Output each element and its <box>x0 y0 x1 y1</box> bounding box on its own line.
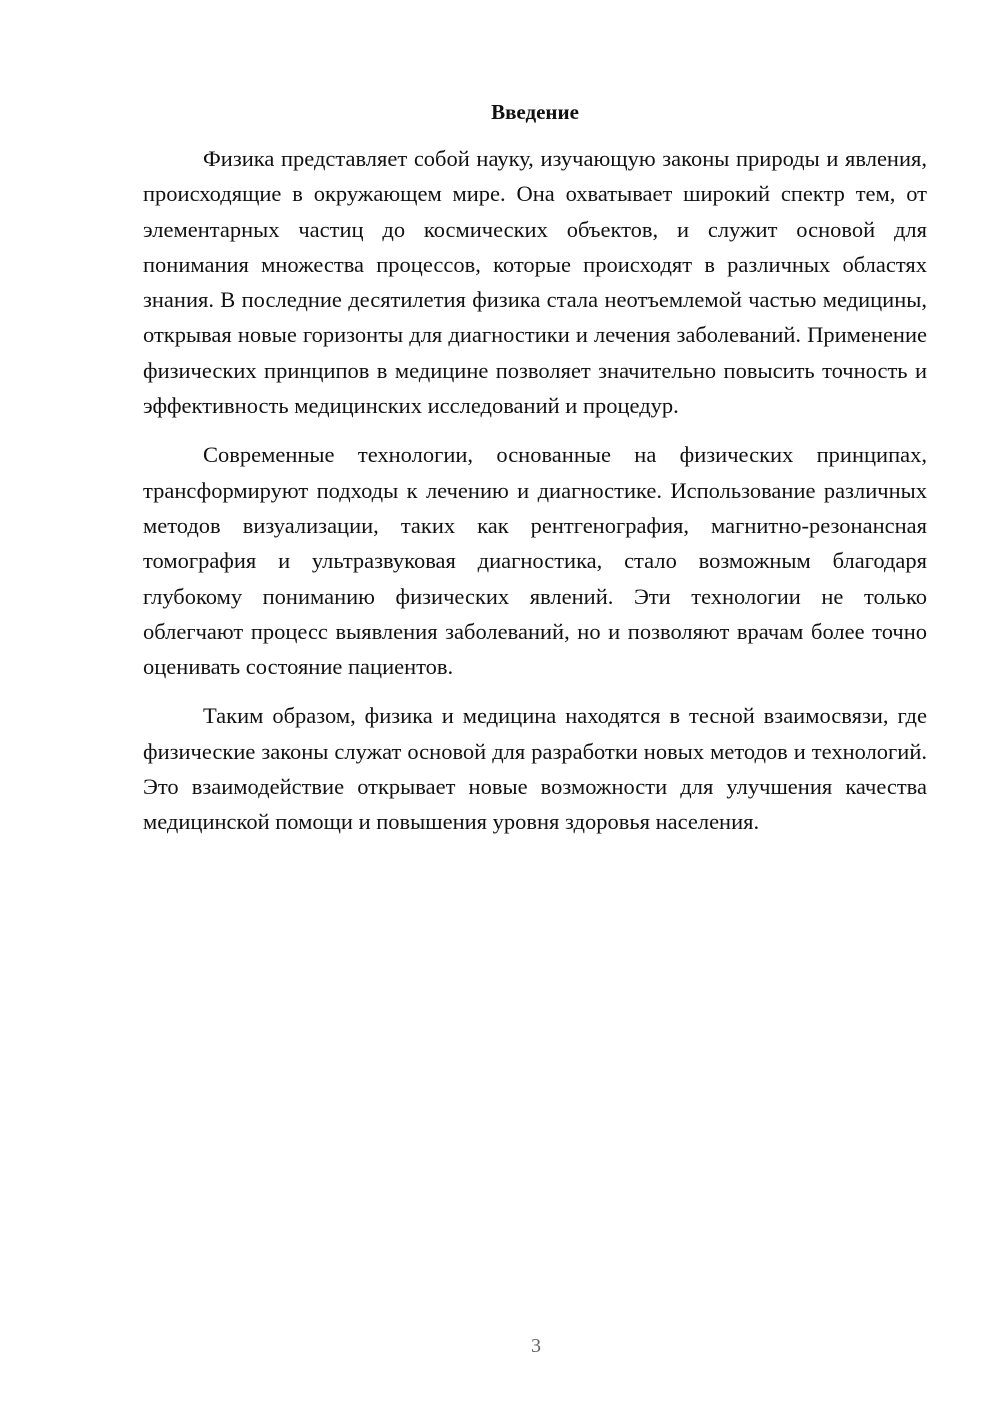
section-title: Введение <box>491 100 579 124</box>
page-content <box>143 95 927 840</box>
paragraph-2: Современные технологии, основанные на физических принципах, трансформируют подходы к лечению и диагностике. Использование различных методов визуализации, таких как рентгенография, магнитно-резонансная томография и ультразвуковая диагностика, стало возможным благодаря глубокому пониманию физических явлений. Эти технологии не только облегчают процесс выявления заболеваний, но и позволяют врачам более точно оценивать состояние пациентов. <box>143 442 927 680</box>
paragraph-1: Физика представляет собой науку, изучающую законы природы и явления, происходящие в окружающем мире. Она охватывает широкий спектр тем, от элементарных частиц до космических объектов, и служит основой для понимания множества процессов, которые происходят в различных областях знания. В последние десятилетия физика стала неотъемлемой частью медицины, открывая новые горизонты для диагностики и лечения заболеваний. Применение физических принципов в медицине позволяет значительно повысить точность и эффективность медицинских исследований и процедур. <box>143 146 927 419</box>
page-number: 3 <box>531 1335 541 1357</box>
paragraph-3: Таким образом, физика и медицина находятся в тесной взаимосвязи, где физические законы служат основой для разработки новых методов и технологий. Это взаимодействие открывает новые возможности для улучшения качества медицинской помощи и повышения уровня здоровья населения. <box>143 703 927 835</box>
